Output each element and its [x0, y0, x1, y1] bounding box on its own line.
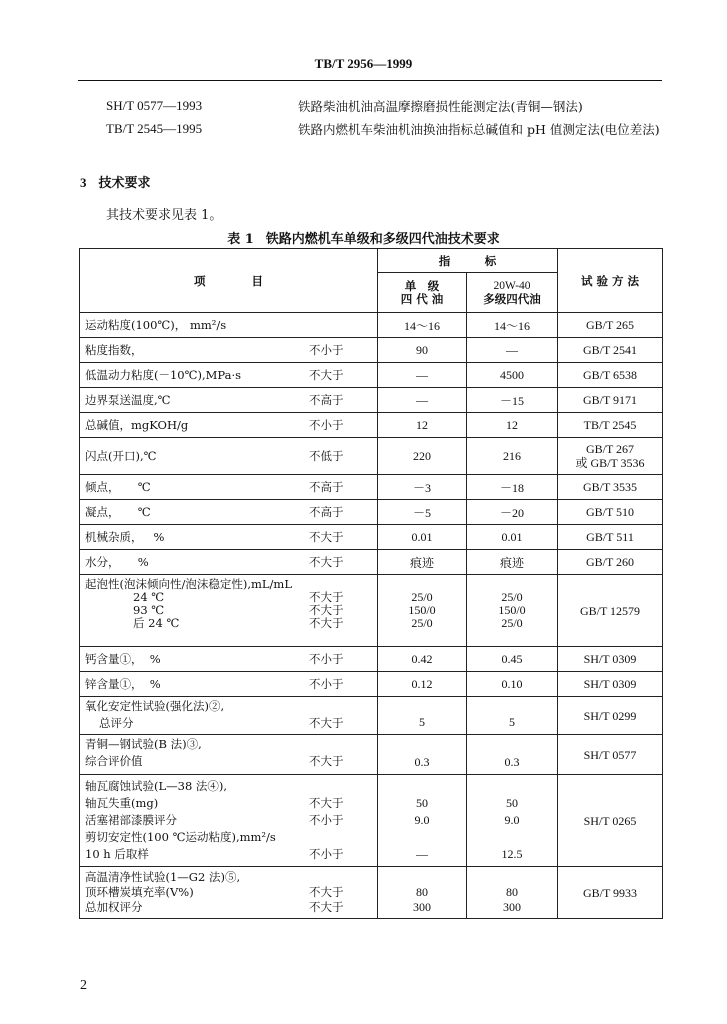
table-row-oxidation: 氧化安定性试验(强化法)②, 总评分 不大于 5 5 SH/T 0299 — [80, 697, 663, 735]
section-intro: 其技术要求见表 1。 — [106, 208, 223, 223]
reference-code: TB/T 2545—1995 — [106, 121, 203, 136]
table-row: 凝点， ℃ 不高于 －5 －20 GB/T 510 — [80, 500, 663, 525]
table-row: 粘度指数， 不小于 90 — GB/T 2541 — [80, 338, 663, 363]
section-title-text: 技术要求 — [98, 176, 151, 191]
header-index: 指 标 — [378, 249, 558, 273]
header-item: 项 目 — [80, 249, 378, 313]
reference-title: 铁路内燃机车柴油机油换油指标总碱值和 pH 值测定法(电位差法) — [298, 122, 660, 137]
table-row: 倾点， ℃ 不高于 －3 －18 GB/T 3535 — [80, 475, 663, 500]
table-row: 闪点(开口),℃ 不低于 220 216 GB/T 267 或 GB/T 3536 — [80, 438, 663, 475]
reference-item — [106, 121, 676, 140]
table-row-foam: 起泡性(泡沫倾向性/泡沫稳定性),mL/mL 24 ℃ 不大于 93 ℃ 不大于 后 24 ℃ 不大于 25/0 150/0 25/0 25/0 150/0 25/0 GB/T 12579 — [80, 575, 663, 647]
page-number: 2 — [80, 978, 87, 993]
table-row: 机械杂质， % 不大于 0.01 0.01 GB/T 511 — [80, 525, 663, 550]
table-row: 边界泵送温度,℃ 不高于 — －15 GB/T 9171 — [80, 388, 663, 413]
section-heading — [80, 172, 151, 191]
table-row: 运动粘度(100℃)， mm²/s 14～16 14～16 GB/T 265 — [80, 313, 663, 338]
spec-table — [79, 248, 663, 919]
table-caption-label: 表 1 — [227, 232, 254, 247]
table-row: 钙含量①， % 不小于 0.42 0.45 SH/T 0309 — [80, 647, 663, 672]
header-grade-single: 单 级 四 代 油 — [378, 273, 467, 313]
document-code: TB/T 2956—1999 — [314, 56, 413, 71]
table-row: 锌含量①， % 不小于 0.12 0.10 SH/T 0309 — [80, 672, 663, 697]
header-method: 试 验 方 法 — [558, 249, 663, 313]
table-row: 总碱值，mgKOH/g 不小于 12 12 TB/T 2545 — [80, 413, 663, 438]
table-row: 低温动力粘度(－10℃),MPa·s 不大于 — 4500 GB/T 6538 — [80, 363, 663, 388]
header-grade-multi: 20W-40 多级四代油 — [467, 273, 558, 313]
table-caption — [0, 228, 727, 247]
table-row-detergency: 高温清净性试验(1—G2 法)⑤, 顶环槽炭填充率(V%) 不大于 总加权评分 不大于 80 300 80 300 GB/T 9933 — [80, 867, 663, 919]
reference-code: SH/T 0577—1993 — [106, 98, 203, 113]
header-rule — [78, 80, 662, 81]
normative-references — [106, 98, 676, 144]
reference-item — [106, 98, 676, 117]
reference-title: 铁路柴油机油高温摩擦磨损性能测定法(青铜—钢法) — [298, 99, 583, 114]
table-row-bearing: 轴瓦腐蚀试验(L—38 法④), 轴瓦失重(mg) 不大于 活塞裙部漆膜评分 不小于 剪切安定性(100 ℃运动粘度),mm²/s 10 h 后取样 不小于 50 9.0 — 50 9.0 12.5 SH/T 0265 — [80, 775, 663, 867]
table-row: 水分， % 不大于 痕迹 痕迹 GB/T 260 — [80, 550, 663, 575]
table-row-bronze: 青铜—钢试验(B 法)③, 综合评价值 不大于 0.3 0.3 SH/T 0577 — [80, 735, 663, 775]
table-caption-title: 铁路内燃机车单级和多级四代油技术要求 — [265, 232, 500, 247]
section-number: 3 — [80, 175, 87, 190]
